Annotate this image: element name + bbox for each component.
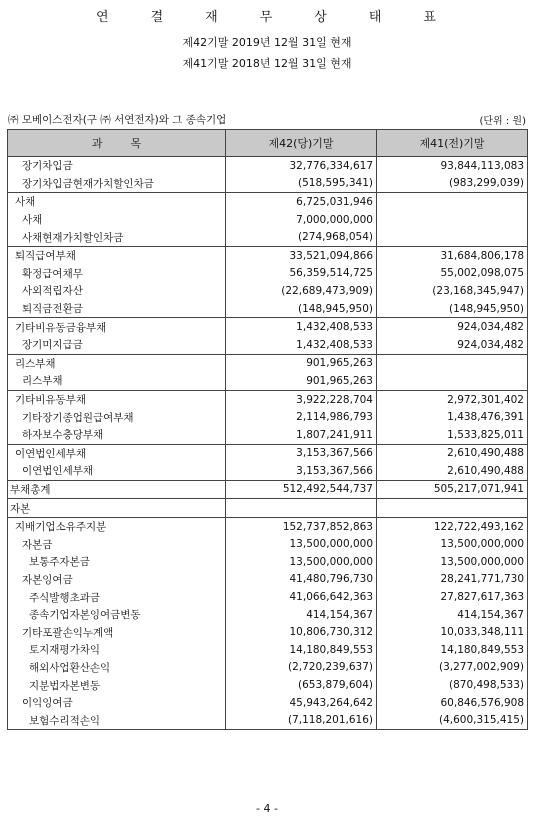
account-cell: 주식발행초과금	[8, 588, 226, 606]
current-value-cell: 1,807,241,911	[226, 426, 377, 444]
table-row	[8, 390, 528, 408]
account-cell: 장기차입금현재가치할인차금	[8, 175, 226, 193]
account-cell: 기타장기종업원급여부채	[8, 408, 226, 426]
account-cell: 확정급여채무	[8, 265, 226, 283]
table-row	[8, 694, 528, 712]
table-row	[8, 676, 528, 694]
table-row	[8, 571, 528, 589]
prior-value-cell: (870,498,533)	[377, 676, 528, 694]
prior-value-cell	[377, 499, 528, 518]
table-row	[8, 426, 528, 444]
current-value-cell: 901,965,263	[226, 372, 377, 390]
prior-value-cell: (4,600,315,415)	[377, 711, 528, 729]
table-row	[8, 659, 528, 677]
account-cell: 부채총계	[8, 480, 226, 499]
prior-value-cell: (983,299,039)	[377, 175, 528, 193]
current-value-cell: 33,521,094,866	[226, 246, 377, 264]
table-row	[8, 318, 528, 336]
current-value-cell: 512,492,544,737	[226, 480, 377, 499]
table-row	[8, 300, 528, 318]
account-cell: 기타비유동부채	[8, 390, 226, 408]
prior-value-cell: 10,033,348,111	[377, 623, 528, 641]
prior-value-cell: 2,610,490,488	[377, 444, 528, 462]
prior-value-cell: 27,827,617,363	[377, 588, 528, 606]
table-row	[8, 265, 528, 283]
table-row	[8, 228, 528, 246]
account-cell: 보험수리적손익	[8, 711, 226, 729]
table-row	[8, 553, 528, 571]
current-value-cell: 3,922,228,704	[226, 390, 377, 408]
prior-value-cell: 13,500,000,000	[377, 553, 528, 571]
prior-value-cell	[377, 193, 528, 211]
company-name: ㈜ 모베이스전자(구 ㈜ 서연전자)와 그 종속기업	[8, 114, 227, 126]
page-number: - 4 -	[256, 802, 278, 815]
column-header-prior: 제41(전)기말	[377, 130, 528, 157]
prior-value-cell: 55,002,098,075	[377, 265, 528, 283]
prior-value-cell: 2,972,301,402	[377, 390, 528, 408]
current-value-cell: 1,432,408,533	[226, 318, 377, 336]
current-value-cell: 6,725,031,946	[226, 193, 377, 211]
period-prior: 제41기말 2018년 12월 31일 현재	[182, 57, 352, 70]
table-row	[8, 444, 528, 462]
prior-value-cell: 505,217,071,941	[377, 480, 528, 499]
table-row	[8, 246, 528, 264]
current-value-cell: 13,500,000,000	[226, 553, 377, 571]
current-value-cell: 414,154,367	[226, 606, 377, 624]
prior-value-cell: 1,438,476,391	[377, 408, 528, 426]
account-cell: 보통주자본금	[8, 553, 226, 571]
table-row	[8, 462, 528, 480]
column-header-account: 과 목	[8, 130, 226, 157]
account-cell: 장기미지급금	[8, 336, 226, 354]
table-row	[8, 535, 528, 553]
current-value-cell: (22,689,473,909)	[226, 282, 377, 300]
current-value-cell: 2,114,986,793	[226, 408, 377, 426]
account-cell: 기타포괄손익누계액	[8, 623, 226, 641]
prior-value-cell: 414,154,367	[377, 606, 528, 624]
account-cell: 자본	[8, 499, 226, 518]
current-value-cell: 45,943,264,642	[226, 694, 377, 712]
account-cell: 자본금	[8, 535, 226, 553]
account-cell: 이익잉여금	[8, 694, 226, 712]
table-row	[8, 336, 528, 354]
account-cell: 퇴직금전환금	[8, 300, 226, 318]
prior-value-cell: 28,241,771,730	[377, 571, 528, 589]
current-value-cell: 901,965,263	[226, 354, 377, 372]
table-row	[8, 211, 528, 229]
current-value-cell: (148,945,950)	[226, 300, 377, 318]
account-cell: 지배기업소유주지분	[8, 517, 226, 535]
current-value-cell: (518,595,341)	[226, 175, 377, 193]
account-cell: 퇴직급여부채	[8, 246, 226, 264]
current-value-cell: 14,180,849,553	[226, 641, 377, 659]
prior-value-cell	[377, 228, 528, 246]
prior-value-cell	[377, 372, 528, 390]
prior-value-cell: 93,844,113,083	[377, 157, 528, 175]
account-cell: 사채	[8, 193, 226, 211]
column-header-current: 제42(당)기말	[226, 130, 377, 157]
prior-value-cell: 924,034,482	[377, 336, 528, 354]
current-value-cell: (2,720,239,637)	[226, 659, 377, 677]
current-value-cell: 10,806,730,312	[226, 623, 377, 641]
account-cell: 토지재평가차익	[8, 641, 226, 659]
account-cell: 하자보수충당부채	[8, 426, 226, 444]
table-row	[8, 372, 528, 390]
prior-value-cell: 1,533,825,011	[377, 426, 528, 444]
table-row	[8, 588, 528, 606]
account-cell: 사외적립자산	[8, 282, 226, 300]
current-value-cell: 1,432,408,533	[226, 336, 377, 354]
period-current: 제42기말 2019년 12월 31일 현재	[182, 36, 352, 49]
current-value-cell: 7,000,000,000	[226, 211, 377, 229]
current-value-cell: 3,153,367,566	[226, 462, 377, 480]
account-cell: 장기차입금	[8, 157, 226, 175]
current-value-cell: 41,066,642,363	[226, 588, 377, 606]
prior-value-cell	[377, 211, 528, 229]
prior-value-cell: 60,846,576,908	[377, 694, 528, 712]
account-cell: 이연법인세부채	[8, 462, 226, 480]
current-value-cell: 32,776,334,617	[226, 157, 377, 175]
prior-value-cell: 2,610,490,488	[377, 462, 528, 480]
balance-sheet-table	[7, 129, 528, 730]
prior-value-cell	[377, 354, 528, 372]
table-row	[8, 354, 528, 372]
account-cell: 사채	[8, 211, 226, 229]
prior-value-cell: 122,722,493,162	[377, 517, 528, 535]
table-row	[8, 408, 528, 426]
table-row	[8, 282, 528, 300]
current-value-cell: 56,359,514,725	[226, 265, 377, 283]
prior-value-cell: 924,034,482	[377, 318, 528, 336]
prior-value-cell: (148,945,950)	[377, 300, 528, 318]
table-row	[8, 175, 528, 193]
table-row	[8, 157, 528, 175]
current-value-cell: (274,968,054)	[226, 228, 377, 246]
table-row	[8, 499, 528, 518]
current-value-cell: (653,879,604)	[226, 676, 377, 694]
table-row	[8, 193, 528, 211]
current-value-cell: 152,737,852,863	[226, 517, 377, 535]
account-cell: 리스부채	[8, 354, 226, 372]
account-cell: 리스부채	[8, 372, 226, 390]
current-value-cell	[226, 499, 377, 518]
prior-value-cell: 31,684,806,178	[377, 246, 528, 264]
table-row	[8, 641, 528, 659]
prior-value-cell: 13,500,000,000	[377, 535, 528, 553]
table-header-row	[8, 130, 528, 157]
account-cell: 사채현재가치할인차금	[8, 228, 226, 246]
current-value-cell: 3,153,367,566	[226, 444, 377, 462]
account-cell: 기타비유동금융부채	[8, 318, 226, 336]
account-cell: 종속기업자본잉여금변동	[8, 606, 226, 624]
table-row	[8, 517, 528, 535]
prior-value-cell: (3,277,002,909)	[377, 659, 528, 677]
table-row	[8, 480, 528, 499]
current-value-cell: 41,480,796,730	[226, 571, 377, 589]
account-cell: 자본잉여금	[8, 571, 226, 589]
document-title: 연결재무상태표	[96, 10, 478, 25]
current-value-cell: (7,118,201,616)	[226, 711, 377, 729]
current-value-cell: 13,500,000,000	[226, 535, 377, 553]
prior-value-cell: (23,168,345,947)	[377, 282, 528, 300]
account-cell: 이연법인세부채	[8, 444, 226, 462]
table-row	[8, 711, 528, 729]
prior-value-cell: 14,180,849,553	[377, 641, 528, 659]
unit-label: (단위 : 원)	[479, 116, 526, 127]
table-row	[8, 623, 528, 641]
table-row	[8, 606, 528, 624]
account-cell: 지분법자본변동	[8, 676, 226, 694]
account-cell: 해외사업환산손익	[8, 659, 226, 677]
